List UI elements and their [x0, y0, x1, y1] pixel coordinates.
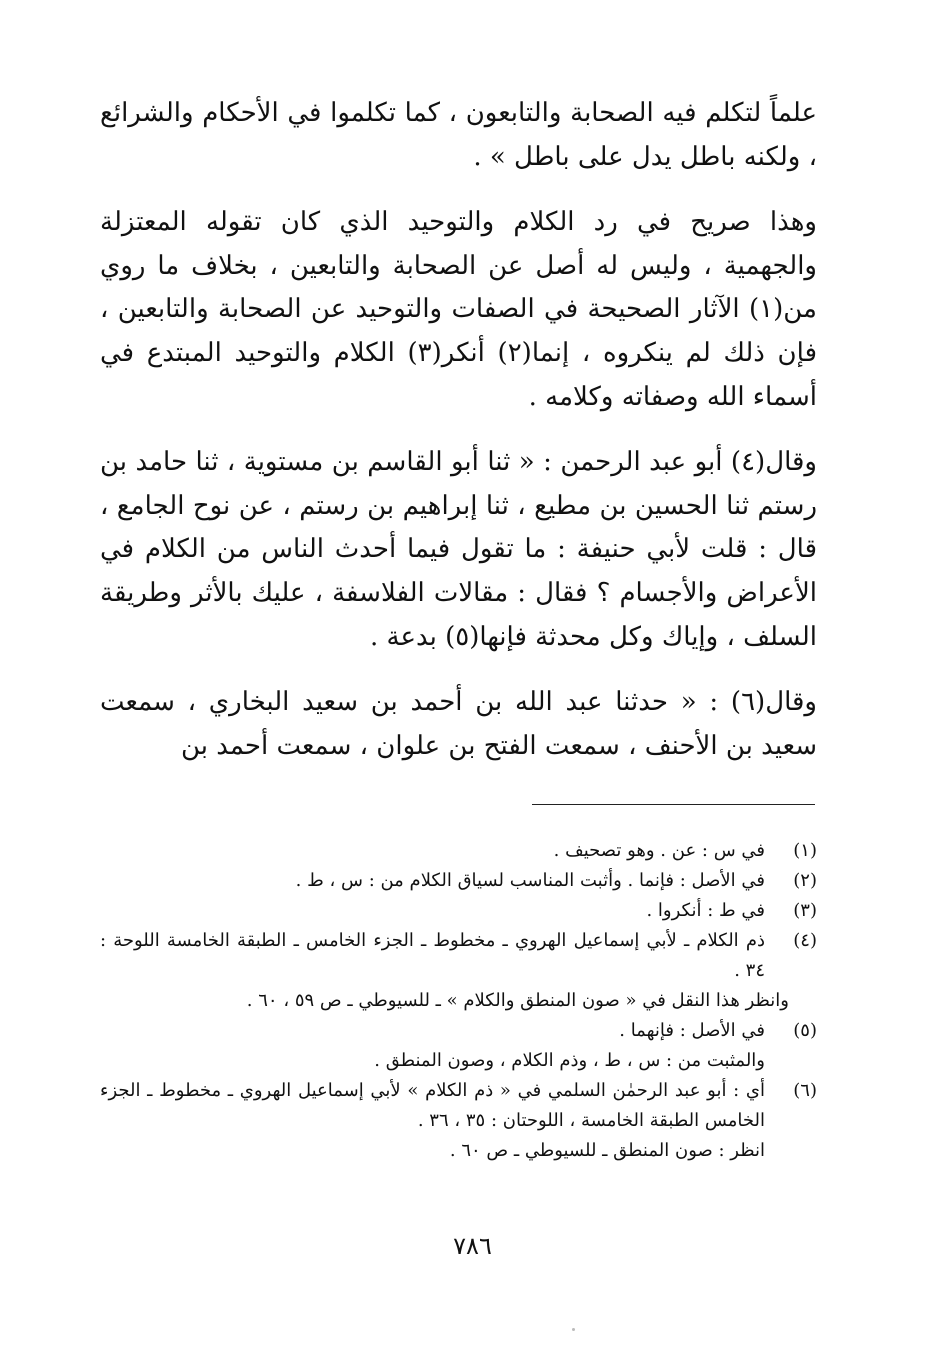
paragraph-3: وقال(٤) أبو عبد الرحمن : « ثنا أبو القاسم بن مستوية ، ثنا حامد بن رستم ثنا الحسين بن مطيع ، ثنا إبراهيم بن رستم ، عن نوح الجامع ، قال : قلت لأبي حنيفة : ما تقول فيما أحدث الناس من الكلام في الأعراض والأجسام ؟ فقال : مقالات الفلاسفة ، عليك بالأثر وطريقة السلف ، وإياك وكل محدثة فإنها(٥) بدعة . [100, 447, 817, 652]
footnote-number: (٤) [793, 930, 817, 951]
footnote-number: (١) [793, 840, 817, 861]
paragraph-4: وقال(٦) : « حدثنا عبد الله بن أحمد بن سعيد البخاري ، سمعت سعيد بن الأحنف ، سمعت الفتح بن علوان ، سمعت أحمد بن [100, 687, 817, 761]
main-text [100, 92, 817, 768]
paragraph-2: وهذا صريح في رد الكلام والتوحيد الذي كان تقوله المعتزلة والجهمية ، وليس له أصل عن الصحابة والتابعين ، بخلاف ما روي من(١) الآثار الصحيحة في الصفات والتوحيد عن الصحابة والتابعين ، فإن ذلك لم ينكروه ، إنما(٢) أنكر(٣) الكلام والتوحيد المبتدع في أسماء الله وصفاته وكلامه . [100, 207, 817, 412]
footnote-5-continuation: والمثبت من : س ، ط ، وذم الكلام ، وصون المنطق . [374, 1050, 765, 1071]
footnote-6-continuation: انظر : صون المنطق ـ للسيوطي ـ ص ٦٠ . [449, 1140, 765, 1161]
footnote-4-continuation: وانظر هذا النقل في « صون المنطق والكلام » ـ للسيوطي ـ ص ٥٩ ، ٦٠ . [246, 990, 789, 1011]
footnote-text: ذم الكلام ـ لأبي إسماعيل الهروي ـ مخطوط ـ الجزء الخامس ـ الطبقة الخامسة اللوحة : ٣٤ . [100, 930, 765, 981]
footnote-text: أي : أبو عبد الرحمٰن السلمي في « ذم الكلام » لأبي إسماعيل الهروي ـ مخطوط ـ الجزء الخامس الطبقة الخامسة ، اللوحتان : ٣٥ ، ٣٦ . [100, 1080, 765, 1131]
footnote-number: (٣) [793, 900, 817, 921]
footnote-3 [100, 896, 817, 926]
footnote-text: في ط : أنكروا . [646, 900, 765, 921]
footnote-6 [100, 1076, 817, 1136]
paragraph-1: علماً لتكلم فيه الصحابة والتابعون ، كما تكلموا في الأحكام والشرائع ، ولكنه باطل يدل على باطل » . [100, 98, 817, 172]
footnote-4 [100, 926, 817, 986]
footnote-1 [100, 836, 817, 866]
footnote-2 [100, 866, 817, 896]
footnote-text: في س : عن . وهو تصحيف . [553, 840, 765, 861]
footnote-number: (٦) [793, 1080, 817, 1101]
footnote-number: (٢) [793, 870, 817, 891]
scan-speck [572, 1328, 575, 1331]
page-number: ٧٨٦ [453, 1232, 492, 1260]
footnote-number: (٥) [793, 1020, 817, 1041]
footnote-text: في الأصل : فإنما . وأثبت المناسب لسياق الكلام من : س ، ط . [295, 870, 765, 891]
footnote-text: في الأصل : فإنهما . [619, 1020, 765, 1041]
footnote-5 [100, 1016, 817, 1046]
footnote-divider [532, 804, 815, 805]
footnotes [100, 836, 817, 1166]
